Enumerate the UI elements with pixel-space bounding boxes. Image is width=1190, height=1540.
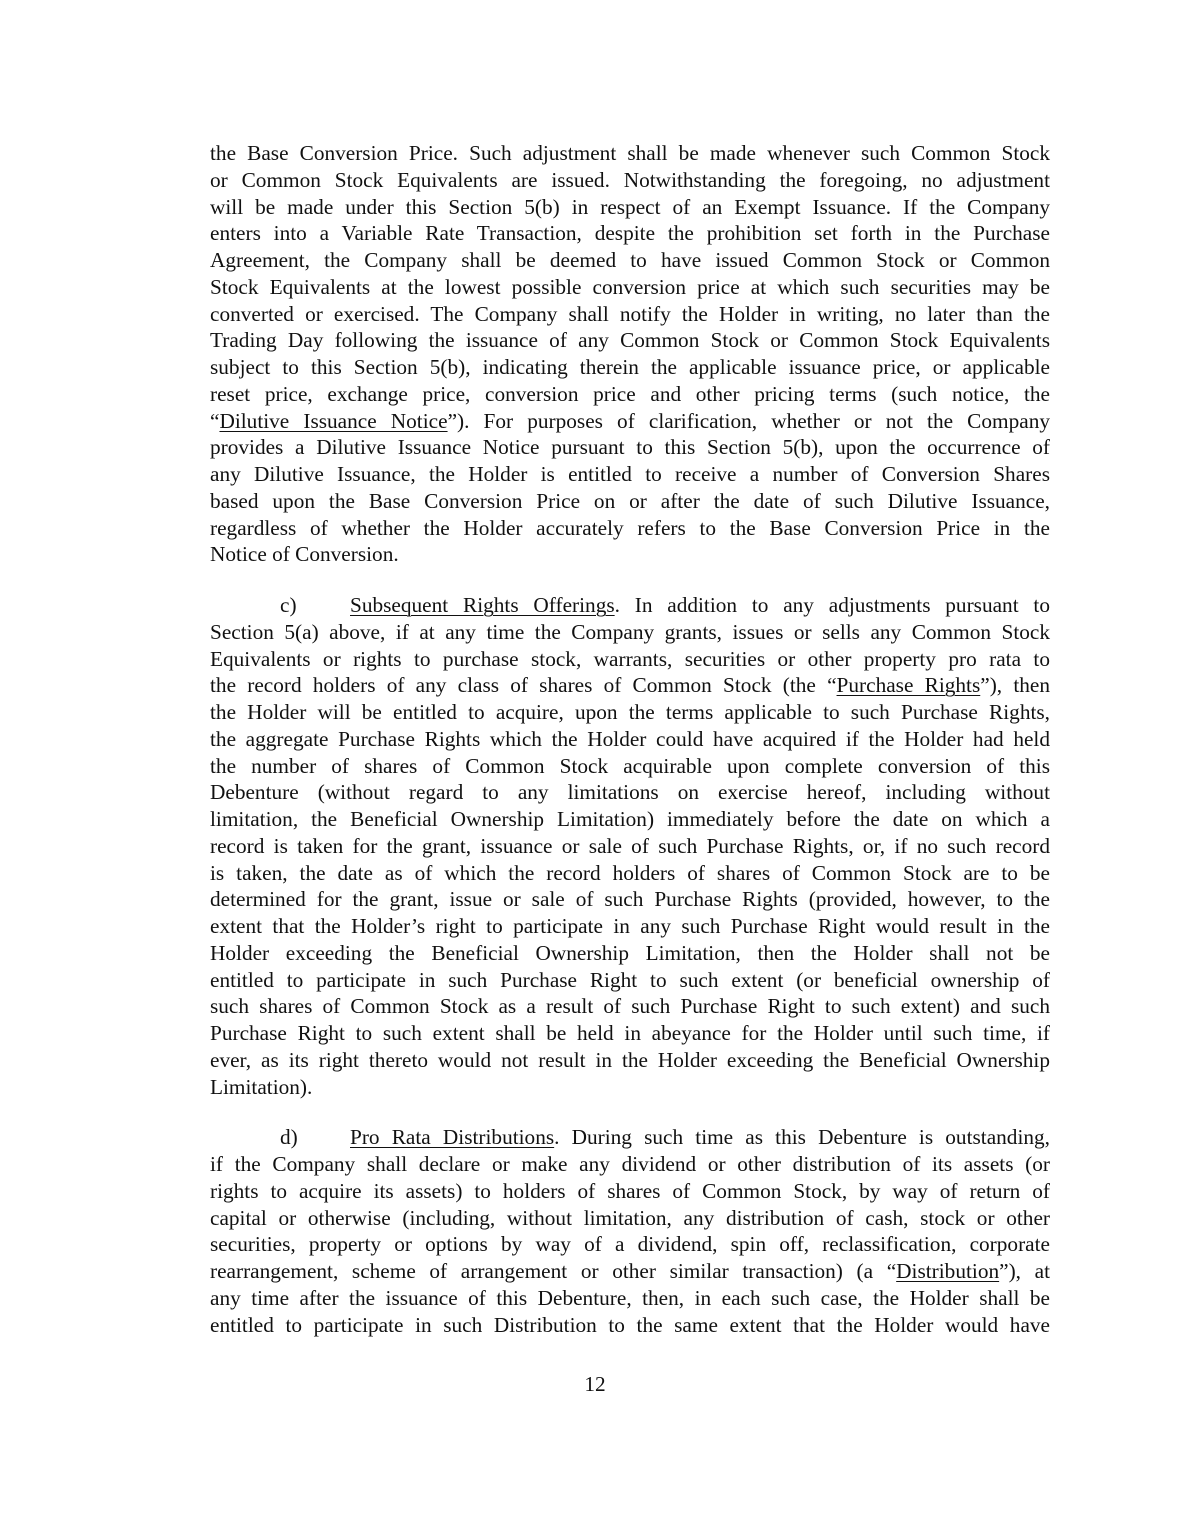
text-line: any time after the issuance of this Debenture, then, in each such case, the Holder shall be — [210, 1285, 1050, 1310]
text-line: reset price, exchange price, conversion price and other pricing terms (such notice, the — [210, 381, 1050, 406]
text-line: determined for the grant, issue or sale of such Purchase Rights (provided, however, to the — [210, 887, 1050, 912]
document-page — [210, 140, 1050, 1338]
text-line: entitled to participate in such Distribution to the same extent that the Holder would have — [210, 1312, 1050, 1337]
section-label: d) — [280, 1125, 298, 1150]
text-line — [210, 1258, 1050, 1285]
text-line: Trading Day following the issuance of any Common Stock or Common Stock Equivalents — [210, 328, 1050, 353]
text-line: is taken, the date as of which the record holders of shares of Common Stock are to be — [210, 860, 1050, 885]
text-line: the Base Conversion Price. Such adjustment shall be made whenever such Common Stock — [210, 141, 1050, 165]
section-heading: Pro Rata Distributions — [350, 1125, 555, 1150]
section-d-pro-rata-distributions — [210, 1124, 1050, 1338]
text-line: Debenture (without regard to any limitations on exercise hereof, including without — [210, 780, 1050, 805]
text-line: the number of shares of Common Stock acquirable upon complete conversion of this — [210, 753, 1050, 778]
paragraph-section-5b-continued — [210, 140, 1050, 568]
text-line: record is taken for the grant, issuance or sale of such Purchase Rights, or, if no such record — [210, 833, 1050, 858]
text-line: ever, as its right thereto would not result in the Holder exceeding the Beneficial Ownership — [210, 1047, 1050, 1072]
text-line: rights to acquire its assets) to holders of shares of Common Stock, by way of return of — [210, 1178, 1050, 1203]
text-line: such shares of Common Stock as a result of such Purchase Right to such extent) and such — [210, 994, 1050, 1019]
text-line — [210, 408, 1050, 435]
quote-open: “ — [210, 408, 220, 433]
text-line — [210, 672, 1050, 699]
text-line: Equivalents or rights to purchase stock, warrants, securities or other property pro rata to — [210, 646, 1050, 671]
text-line: provides a Dilutive Issuance Notice pursuant to this Section 5(b), upon the occurrence of — [210, 435, 1050, 460]
text-line: extent that the Holder’s right to participate in any such Purchase Right would result in the — [210, 914, 1050, 938]
section-c-subsequent-rights-offerings — [210, 592, 1050, 1100]
text-line: or Common Stock Equivalents are issued. Notwithstanding the foregoing, no adjustment — [210, 167, 1050, 192]
section-label: c) — [280, 593, 297, 617]
text-fragment: rearrangement, scheme of arrangement or other similar transaction) (a “ — [210, 1259, 897, 1283]
text-fragment: ”), at — [999, 1259, 1050, 1283]
text-line: Stock Equivalents at the lowest possible conversion price at which such securities may be — [210, 274, 1050, 299]
section-heading-line — [210, 1124, 1050, 1151]
text-line: capital or otherwise (including, without limitation, any distribution of cash, stock or other — [210, 1205, 1050, 1230]
text-line: entitled to participate in such Purchase Right to such extent (or beneficial ownership of — [210, 967, 1050, 992]
text-fragment — [350, 592, 1050, 619]
text-line: Purchase Right to such extent shall be held in abeyance for the Holder until such time, if — [210, 1021, 1050, 1045]
text-line: regardless of whether the Holder accurately refers to the Base Conversion Price in the — [210, 515, 1050, 540]
text-line: Notice of Conversion. — [210, 542, 399, 567]
text-line: any Dilutive Issuance, the Holder is entitled to receive a number of Conversion Shares — [210, 462, 1050, 486]
text-line: Limitation). — [210, 1074, 313, 1099]
text-fragment: the record holders of any class of shares of Common Stock (the “ — [210, 673, 837, 698]
text-line: Agreement, the Company shall be deemed to have issued Common Stock or Common — [210, 248, 1050, 272]
text-line: subject to this Section 5(b), indicating therein the applicable issuance price, or applicable — [210, 355, 1050, 379]
text-line: the Holder will be entitled to acquire, upon the terms applicable to such Purchase Rights, — [210, 700, 1050, 724]
text-line: will be made under this Section 5(b) in respect of an Exempt Issuance. If the Company — [210, 194, 1050, 219]
defined-term-distribution: Distribution — [896, 1259, 1000, 1283]
text-line: limitation, the Beneficial Ownership Limitation) immediately before the date on which a — [210, 807, 1050, 831]
text-fragment — [350, 1124, 1050, 1151]
text-fragment: ”). For purposes of clarification, whether or not the Company — [447, 408, 1050, 433]
text-fragment: ”), then — [980, 673, 1050, 698]
section-heading: Subsequent Rights Offerings — [350, 593, 615, 617]
section-heading-line — [210, 592, 1050, 619]
text-line: based upon the Base Conversion Price on or after the date of such Dilutive Issuance, — [210, 488, 1050, 513]
defined-term-purchase-rights: Purchase Rights — [836, 673, 981, 698]
text-line: Section 5(a) above, if at any time the Company grants, issues or sells any Common Stock — [210, 619, 1050, 644]
text-line: converted or exercised. The Company shall notify the Holder in writing, no later than the — [210, 301, 1050, 326]
defined-term-dilutive-issuance-notice: Dilutive Issuance Notice — [219, 408, 448, 433]
text-fragment: . During such time as this Debenture is outstanding, — [554, 1125, 1050, 1150]
text-line: the aggregate Purchase Rights which the Holder could have acquired if the Holder had held — [210, 726, 1050, 751]
text-line: enters into a Variable Rate Transaction, despite the prohibition set forth in the Purchase — [210, 221, 1050, 246]
page-number: 12 — [584, 1372, 606, 1396]
text-line: Holder exceeding the Beneficial Ownership Limitation, then the Holder shall not be — [210, 940, 1050, 965]
text-line: if the Company shall declare or make any dividend or other distribution of its assets (or — [210, 1152, 1050, 1176]
text-fragment: . In addition to any adjustments pursuant to — [614, 593, 1050, 617]
text-line: securities, property or options by way of a dividend, spin off, reclassification, corporate — [210, 1232, 1050, 1257]
